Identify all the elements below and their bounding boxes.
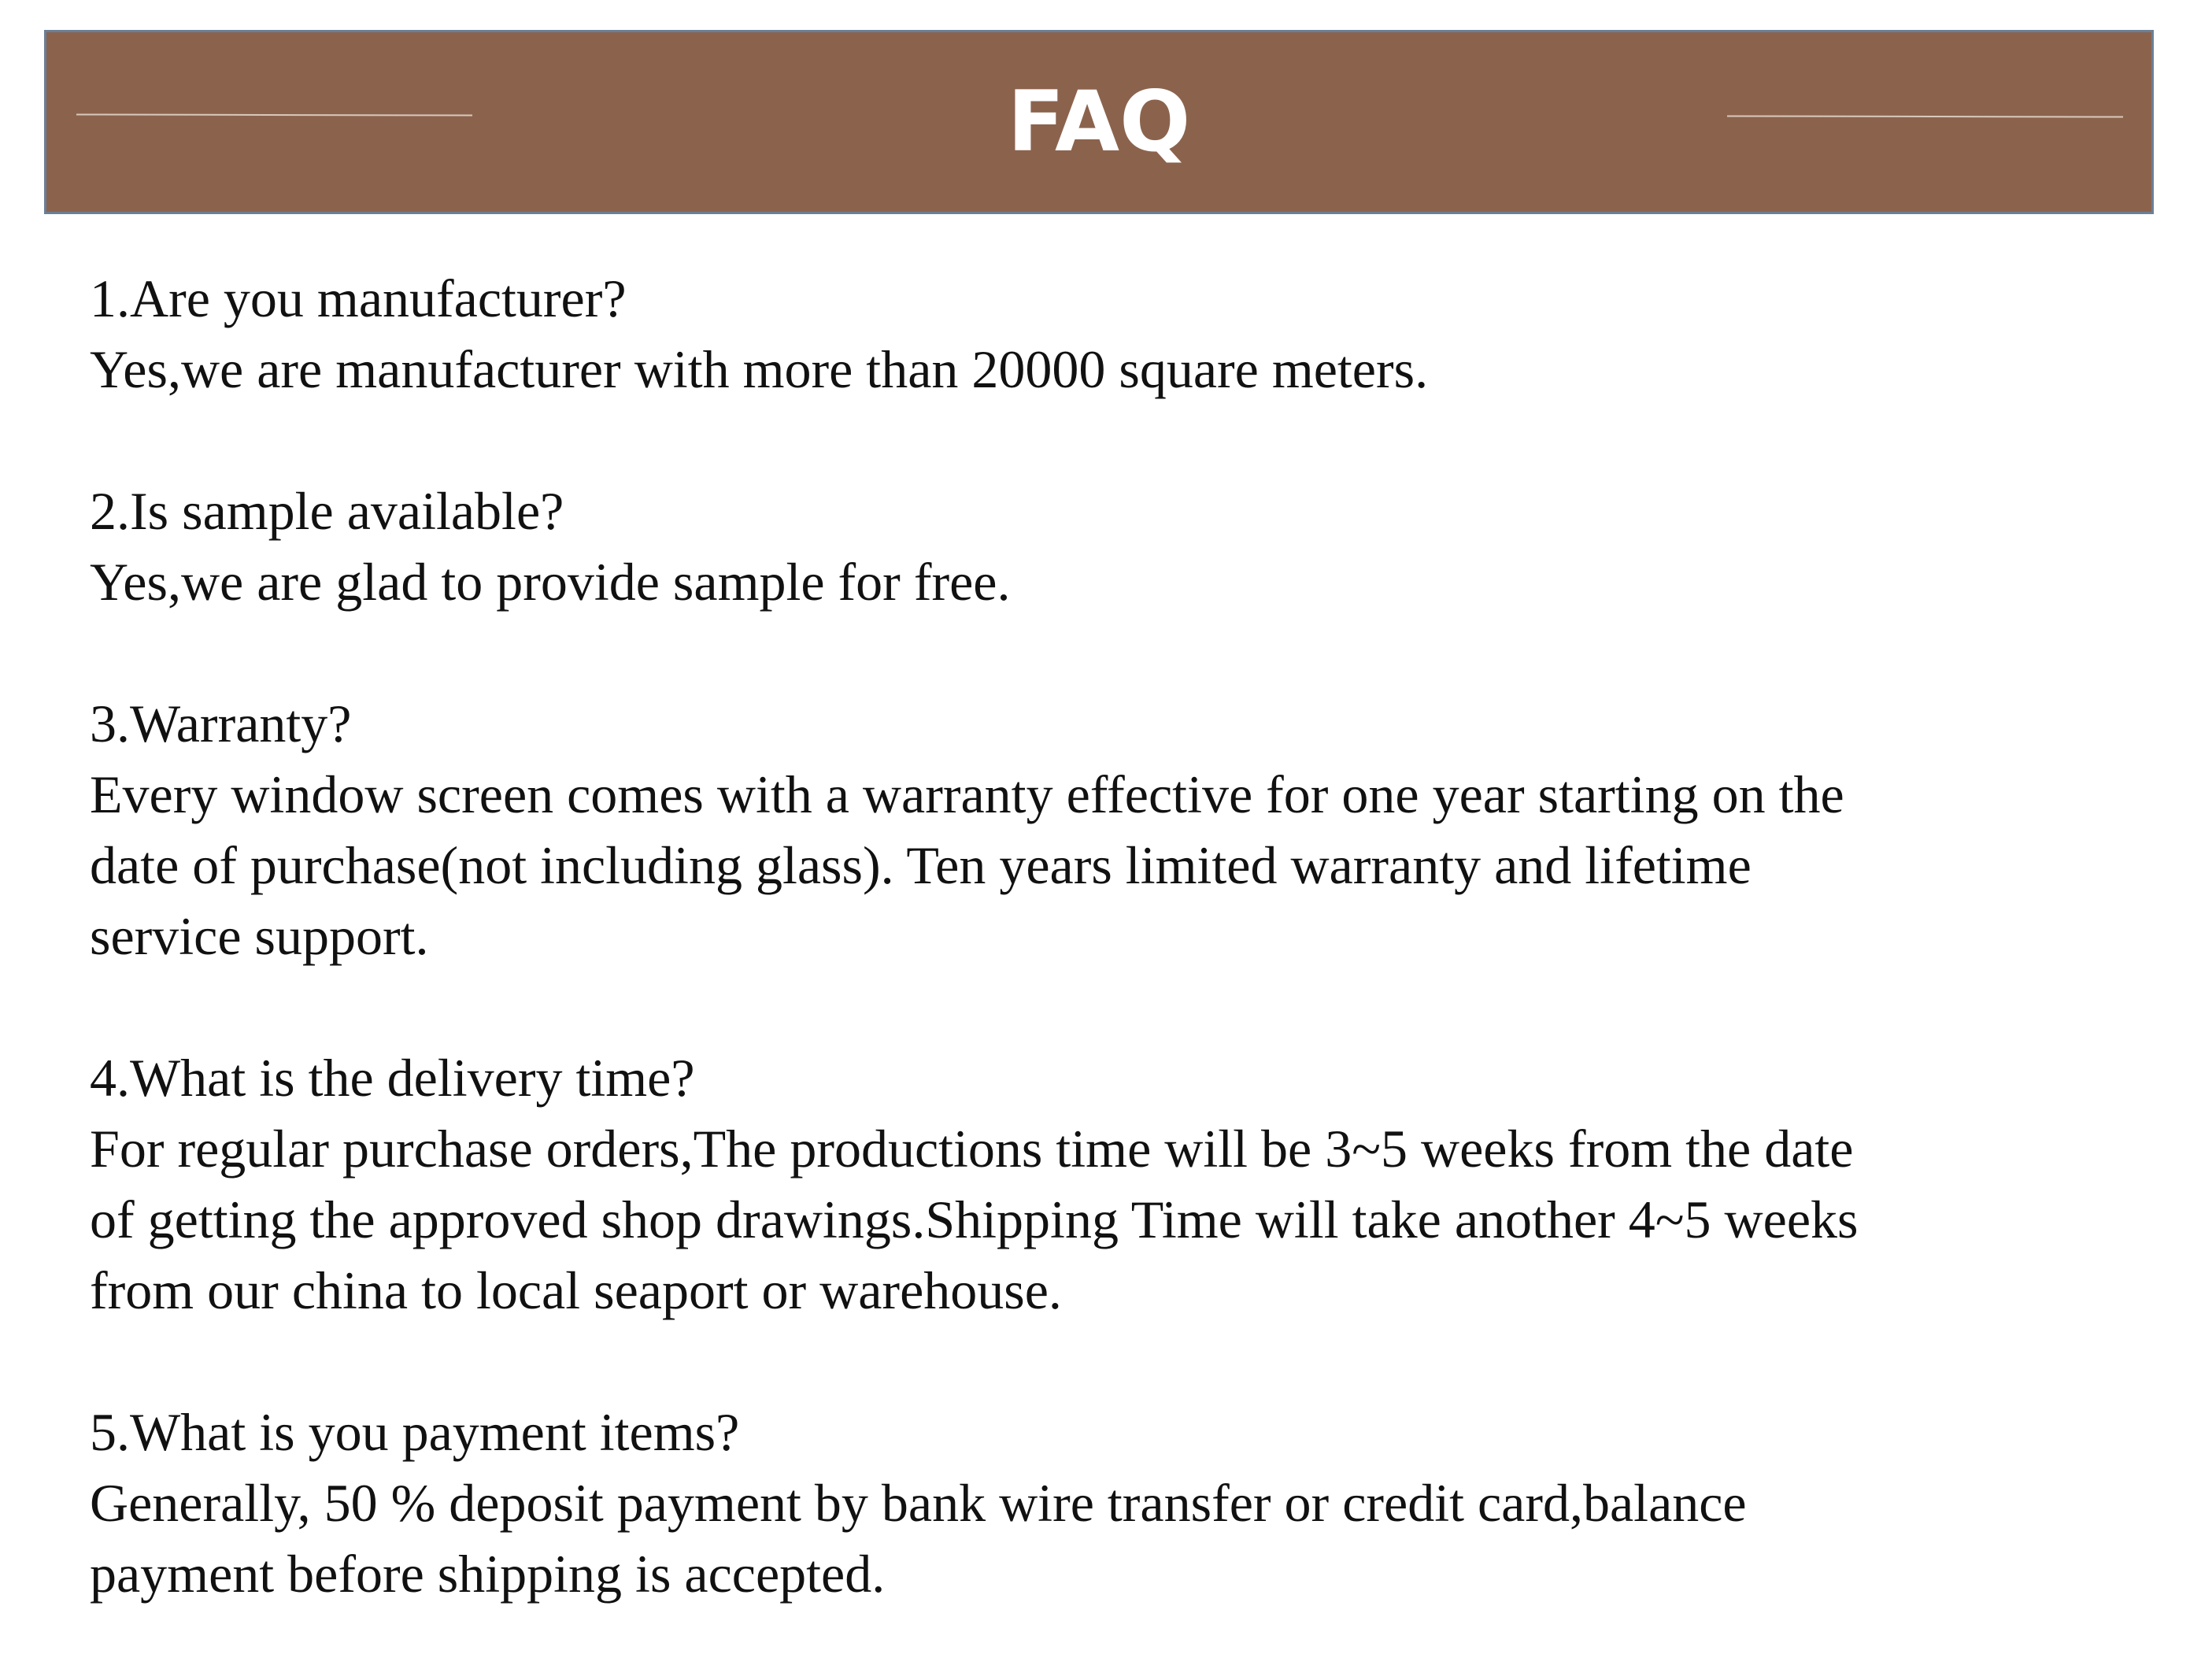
- faq-answer: Generally, 50 % deposit payment by bank wire transfer or credit card,balance payment before shipping is accepted.: [90, 1473, 1747, 1604]
- faq-answer: For regular purchase orders,The productions time will be 3~5 weeks from the date of getting the approved shop drawings.Shipping Time will take another 4~5 weeks from our china to local seaport or warehouse.: [90, 1119, 1859, 1320]
- faq-item: [90, 1397, 2136, 1609]
- faq-question: 1.Are you manufacturer?: [90, 268, 627, 328]
- faq-question: 4.What is the delivery time?: [90, 1048, 695, 1108]
- faq-question: 3.Warranty?: [90, 694, 352, 753]
- faq-question: 2.Is sample available?: [90, 481, 564, 541]
- faq-list: [90, 263, 2136, 1680]
- faq-item: [90, 476, 2136, 617]
- faq-item: [90, 1042, 2136, 1326]
- faq-item: [90, 263, 2136, 405]
- faq-header-banner: [44, 30, 2154, 214]
- faq-answer: Every window screen comes with a warranty effective for one year starting on the date of purchase(not including glass). Ten years limited warranty and lifetime service support.: [90, 764, 1844, 966]
- faq-answer: Yes,we are glad to provide sample for free.: [90, 552, 1011, 612]
- faq-item: [90, 688, 2136, 971]
- faq-question: 5.What is you payment items?: [90, 1402, 740, 1462]
- faq-answer: Yes,we are manufacturer with more than 20000 square meters.: [90, 339, 1429, 399]
- page-title: FAQ: [1007, 73, 1191, 170]
